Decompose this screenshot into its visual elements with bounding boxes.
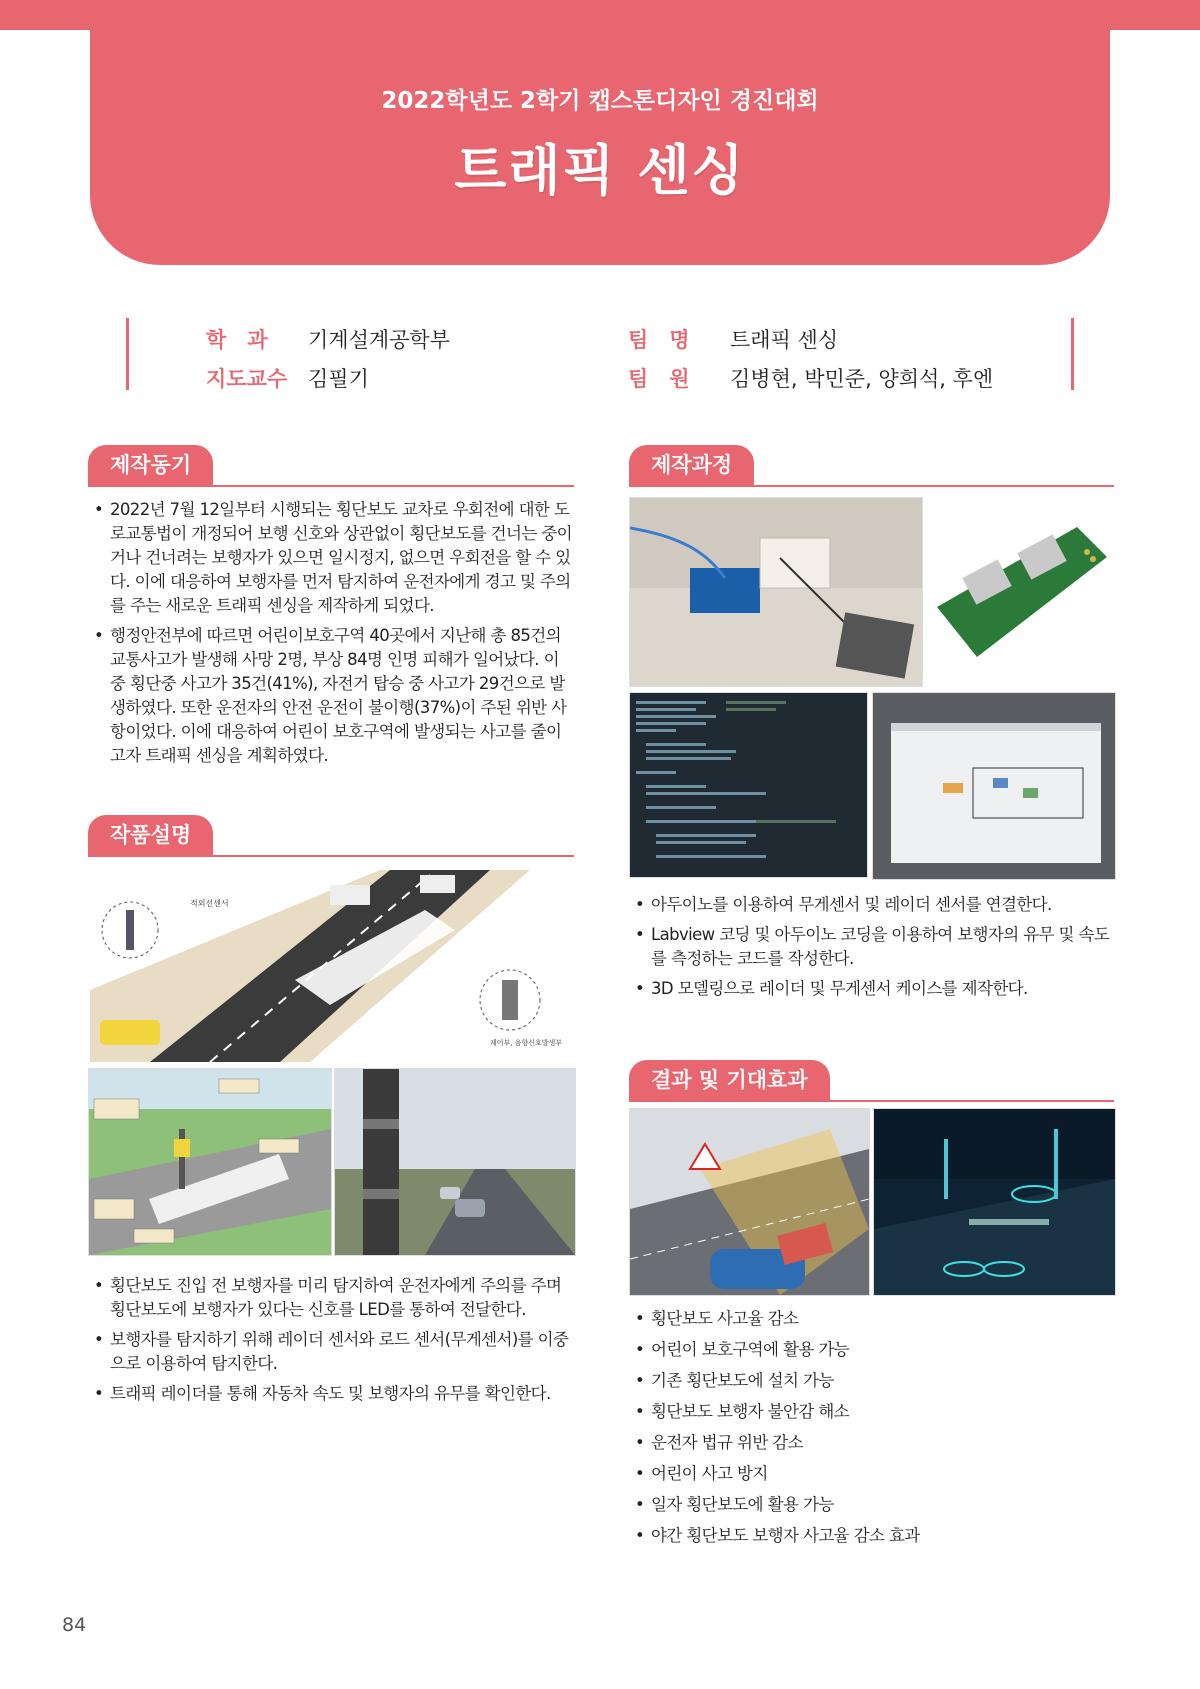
- smart-crosswalk-illustration: [88, 1068, 332, 1256]
- members-row: [628, 363, 993, 393]
- controller-label: 제어부, 음향신호발생부: [490, 1039, 563, 1047]
- info-right-bar: [1071, 318, 1074, 390]
- results-bullet: • 횡단보도 보행자 불안감 해소: [633, 1400, 1114, 1424]
- motivation-bullet: • 2022년 7월 12일부터 시행되는 횡단보도 교차로 우회전에 대한 도로교통법이 개정되어 보행 신호와 상관없이 횡단보도를 건너는 중이거나 건너려는 보행자가 있으면 일시정지, 없으면 우회전을 할 수 있다. 이에 대응하여 보행자를 먼저 탐지하여 운전자에게 경고 및 주의를 주는 새로운 트래픽 센싱을 제작하게 되었다.: [92, 498, 574, 618]
- process-header: [629, 445, 1114, 487]
- dept-label: 학 과: [206, 328, 268, 352]
- intersection-render-image: [629, 1108, 870, 1296]
- results-list: [633, 1307, 1114, 1555]
- results-bullet: • 운전자 법규 위반 감소: [633, 1431, 1114, 1455]
- sensor-label: 적외선센서: [190, 899, 229, 908]
- process-list: [633, 893, 1114, 1007]
- advisor-label: 지도교수: [206, 367, 288, 391]
- description-header: [88, 815, 574, 857]
- description-title: 작품설명: [88, 815, 213, 855]
- dept-value: 기계설계공학부: [308, 328, 451, 352]
- results-bullet: • 어린이 보호구역에 활용 가능: [633, 1338, 1114, 1362]
- labview-screen-photo: [872, 692, 1116, 880]
- members-label: 팀 원: [628, 367, 690, 391]
- advisor-value: 김필기: [308, 367, 369, 391]
- motivation-bullet: • 행정안전부에 따르면 어린이보호구역 40곳에서 지난해 총 85건의 교통사고가 발생해 사망 2명, 부상 84명 인명 피해가 일어났다. 이중 횡단중 사고가 35건(41%), 자전거 탑승 중 사고가 29건으로 발생하였다. 또한 운전자의 안전 운전이 불이행(37%)이 주된 위반 사항이었다. 이에 대응하여 어린이 보호구역에 발생되는 사고를 줄이고자 트래픽 센싱을 계획하였다.: [92, 624, 574, 768]
- info-left-bar: [126, 318, 129, 390]
- description-bullet: • 보행자를 탐지하기 위해 레이더 센서와 로드 센서(무게센서)를 이중으로 이용하여 탐지한다.: [92, 1328, 574, 1376]
- process-rule: [629, 485, 1114, 487]
- motivation-header: [88, 445, 574, 487]
- night-intersection-image: [873, 1108, 1116, 1296]
- process-title: 제작과정: [629, 445, 754, 485]
- description-bullet: • 트래픽 레이더를 통해 자동차 속도 및 보행자의 유무를 확인한다.: [92, 1382, 574, 1406]
- results-rule: [629, 1100, 1114, 1102]
- advisor-row: [206, 363, 369, 393]
- description-list: [92, 1274, 574, 1412]
- results-bullet: • 일자 횡단보도에 활용 가능: [633, 1493, 1114, 1517]
- description-rule: [88, 855, 574, 857]
- process-bullet: • 아두이노를 이용하여 무게센서 및 레이더 센서를 연결한다.: [633, 893, 1114, 917]
- radar-pole-photo: [334, 1068, 576, 1256]
- team-row: [628, 324, 838, 354]
- arduino-setup-photo: [629, 497, 923, 687]
- team-value: 트래픽 센싱: [730, 328, 839, 352]
- results-bullet: • 횡단보도 사고율 감소: [633, 1307, 1114, 1331]
- radar-sensor-board-photo: [927, 497, 1114, 685]
- page-number: 84: [62, 1614, 87, 1636]
- results-title: 결과 및 기대효과: [629, 1060, 830, 1100]
- motivation-rule: [88, 485, 574, 487]
- results-header: [629, 1060, 1114, 1102]
- process-bullet: • 3D 모델링으로 레이더 및 무게센서 케이스를 제작한다.: [633, 977, 1114, 1001]
- motivation-list: [92, 498, 574, 774]
- process-bullet: • Labview 코딩 및 아두이노 코딩을 이용하여 보행자의 유무 및 속도를 측정하는 코드를 작성한다.: [633, 923, 1114, 971]
- members-value: 김병현, 박민준, 양희석, 후엔: [730, 367, 994, 391]
- description-bullet: • 횡단보도 진입 전 보행자를 미리 탐지하여 운전자에게 주의를 주며 횡단보도에 보행자가 있다는 신호를 LED를 통하여 전달한다.: [92, 1274, 574, 1322]
- results-bullet: • 기존 횡단보도에 설치 가능: [633, 1369, 1114, 1393]
- results-bullet: • 어린이 사고 방지: [633, 1462, 1114, 1486]
- results-bullet: • 야간 횡단보도 보행자 사고율 감소 효과: [633, 1524, 1114, 1548]
- crosswalk-diagram-image: [90, 870, 574, 1062]
- contest-subtitle: 2022학년도 2학기 캡스톤디자인 경진대회: [381, 88, 819, 114]
- project-title: 트래픽 센싱: [454, 139, 746, 202]
- motivation-title: 제작동기: [88, 445, 213, 485]
- team-label: 팀 명: [628, 328, 690, 352]
- arduino-code-screenshot: [629, 692, 868, 878]
- dept-row: [206, 324, 450, 354]
